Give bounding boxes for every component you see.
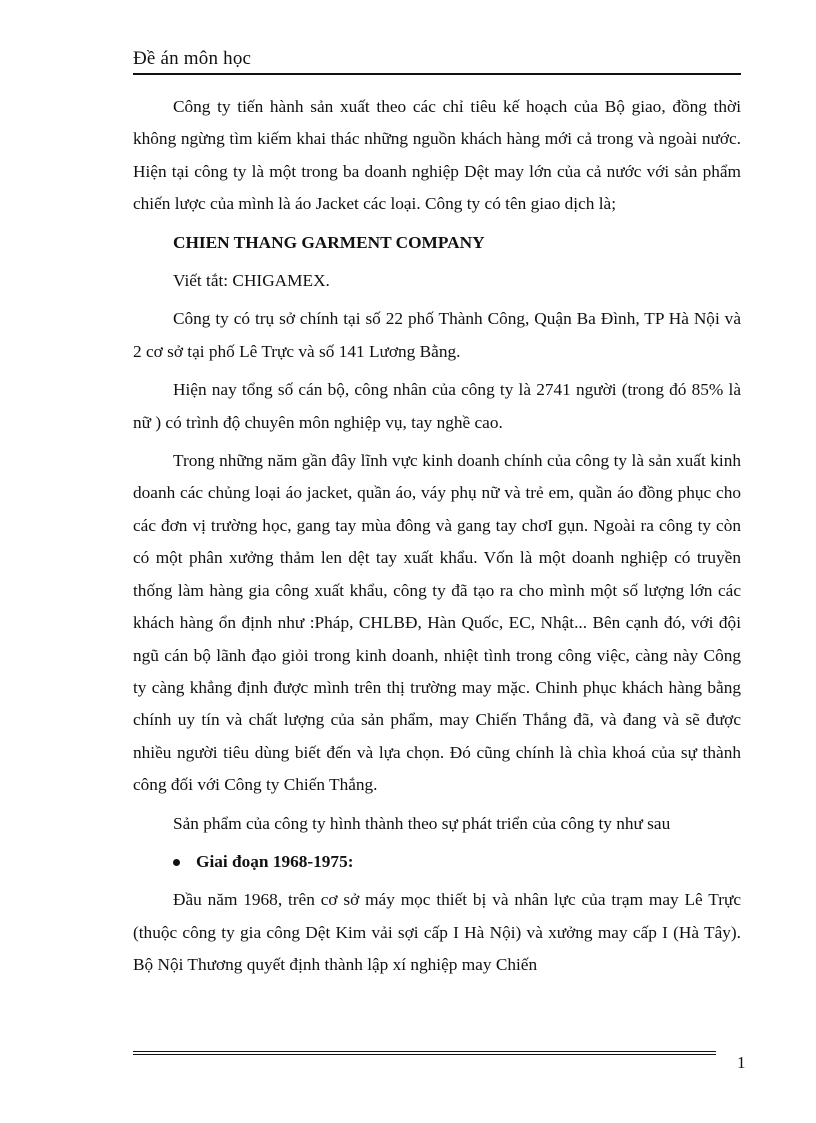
page-number: 1 [737,1053,746,1072]
company-abbreviation: Viết tắt: CHIGAMEX. [173,271,330,291]
paragraph-products-intro: Sản phẩm của công ty hình thành theo sự phát triển của công ty như sau [173,813,671,833]
paragraph-company-intro: Công ty tiến hành sản xuất theo các chỉ tiêu kế hoạch của Bộ giao, đồng thời không ngừng tìm kiếm khai thác những nguồn khách hàng mới cả trong và ngoài nước. Hiện tại công ty là một trong ba doanh nghiệp Dệt may lớn của cả nước với sản phẩm chiến lược của mình là áo Jacket các loại. Công ty có tên giao dịch là; [133,97,741,214]
paragraph-business: Trong những năm gần đây lĩnh vực kinh doanh chính của công ty là sản xuất kinh doanh các chủng loại áo jacket, quần áo, váy phụ nữ và trẻ em, quần áo đồng phục cho các đơn vị trường học, gang tay mùa đông và gang tay chơI gụn. Ngoài ra công ty còn có một phân xưởng thảm len dệt tay xuất khẩu. Vốn là một doanh nghiệp có truyền thống làm hàng gia công xuất khẩu, công ty đã tạo ra cho mình một số lượng lớn các khách hàng ổn định như :Pháp, CHLBĐ, Hàn Quốc, EC, Nhật... Bên cạnh đó, với đội ngũ cán bộ lãnh đạo giỏi trong kinh doanh, nhiệt tình trong công việc, càng này Công ty càng khẳng định được mình trên thị trường may mặc. Chinh phục khách hàng bằng chính uy tín và chất lượng của sản phẩm, may Chiến Thắng đã, và đang và sẽ được nhiều người tiêu dùng biết đến và lựa chọn. Đó cũng chính là chìa khoá của sự thành công đối với Công ty Chiến Thắng. [133,451,741,795]
paragraph-history-1968: Đầu năm 1968, trên cơ sở máy mọc thiết bị và nhân lực của trạm may Lê Trực (thuộc công ty gia công Dệt Kim vải sợi cấp I Hà Nội) và xưởng may cấp I (Hà Tây). Bộ Nội Thương quyết định thành lập xí nghiệp may Chiến [133,890,741,975]
footer-rule [133,1051,716,1055]
bullet-icon [173,859,180,866]
paragraph-headquarters: Công ty có trụ sở chính tại số 22 phố Thành Công, Quận Ba Đình, TP Hà Nội và 2 cơ sở tại phố Lê Trực và số 141 Lương Bằng. [133,309,741,361]
bullet-period-label: Giai đoạn 1968-1975: [196,851,354,871]
paragraph-staff: Hiện nay tổng số cán bộ, công nhân của công ty là 2741 người (trong đó 85% là nữ ) có trình độ chuyên môn nghiệp vụ, tay nghề cao. [133,380,741,432]
company-trade-name: CHIEN THANG GARMENT COMPANY [173,232,485,252]
document-body [133,91,741,988]
bullet-period-1968-1975 [133,846,741,878]
header-rule [133,73,741,75]
page-header-title: Đề án môn học [133,48,252,69]
